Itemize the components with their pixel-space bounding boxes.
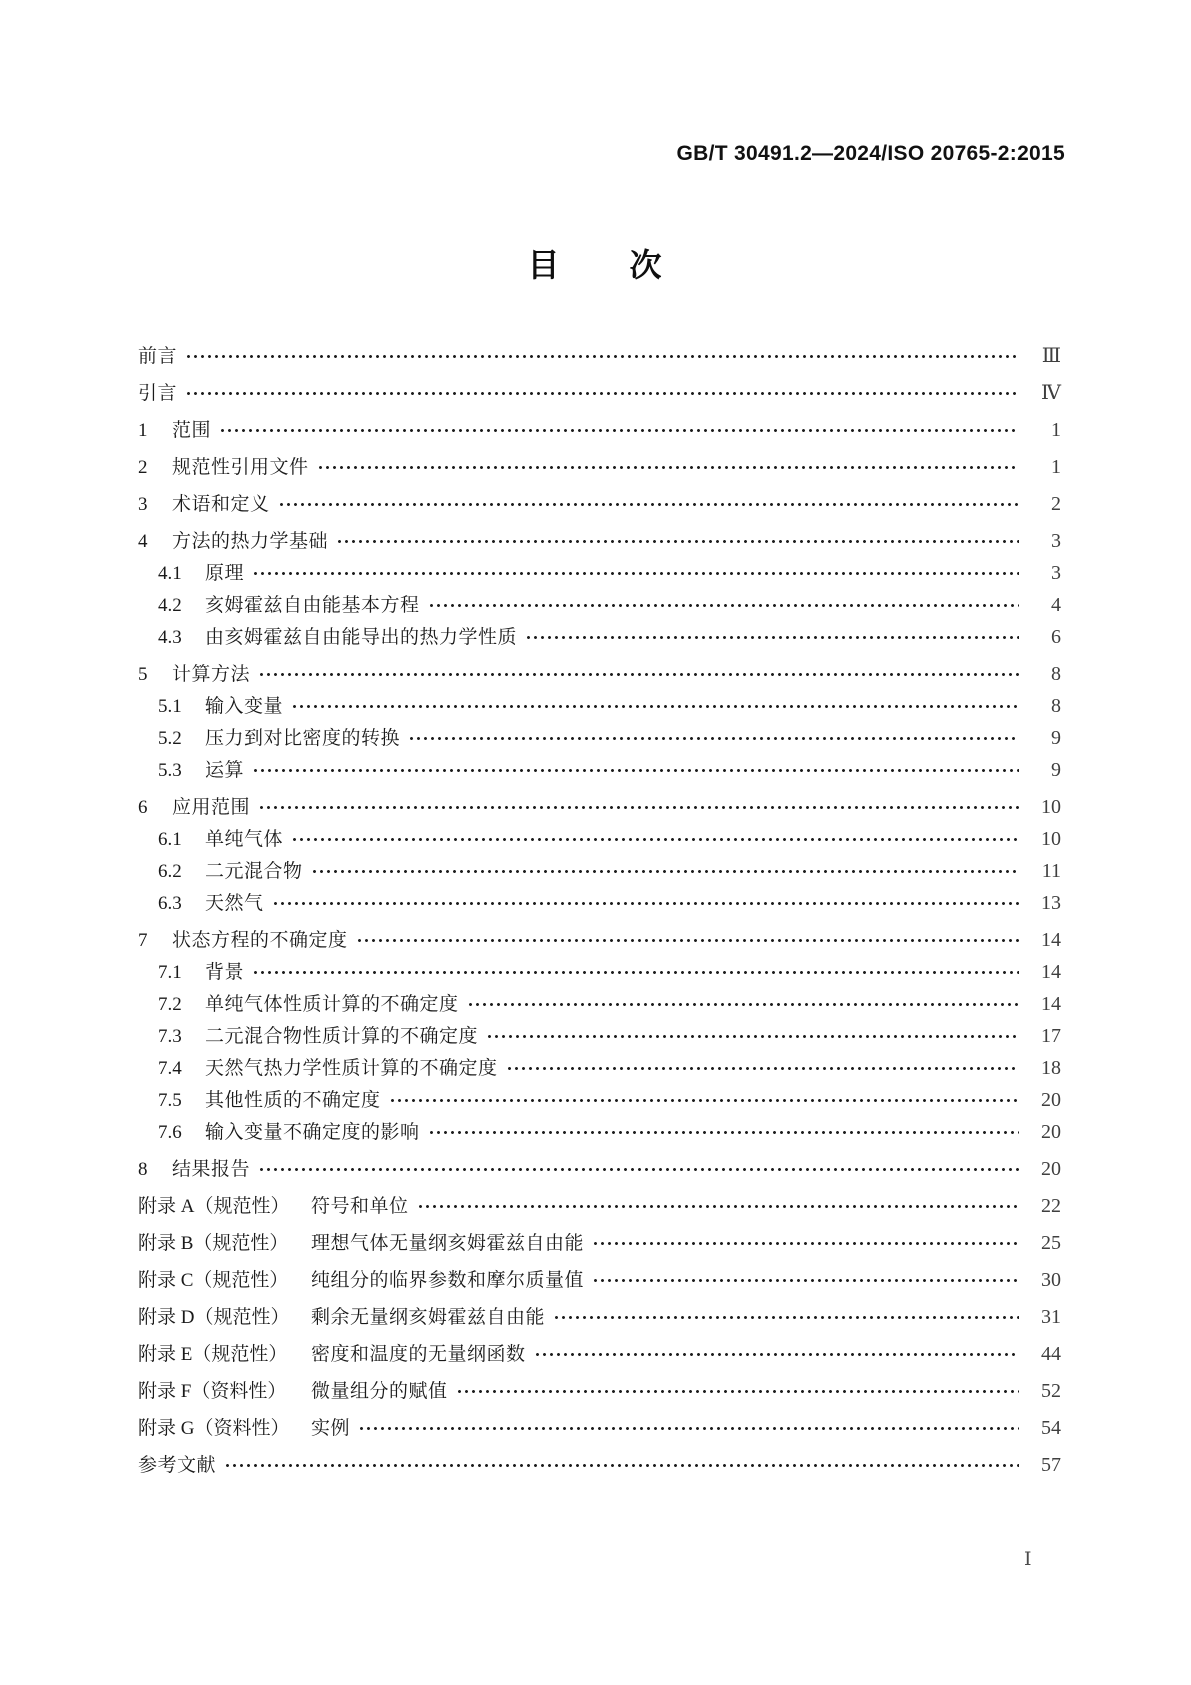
dot-leader xyxy=(467,994,1019,1015)
dot-leader xyxy=(417,1196,1019,1217)
toc-entry xyxy=(138,1270,1061,1291)
toc-entry-number: 5.3 xyxy=(158,760,182,781)
toc-entry xyxy=(138,1455,1061,1476)
toc-entry-page: 44 xyxy=(1041,1343,1061,1365)
toc-entry-page: 10 xyxy=(1041,828,1061,850)
toc-entry-page: 14 xyxy=(1041,993,1061,1015)
toc-entry-title: 天然气 xyxy=(205,893,264,914)
dot-leader xyxy=(592,1270,1019,1291)
toc-entry-number: 附录 C（规范性） xyxy=(138,1270,289,1291)
toc-entry xyxy=(138,893,1061,914)
toc-entry-page: 9 xyxy=(1051,759,1061,781)
toc-entry-title: 纯组分的临界参数和摩尔质量值 xyxy=(311,1270,585,1291)
toc-entry-title: 由亥姆霍兹自由能导出的热力学性质 xyxy=(205,627,518,648)
toc-entry-number: 5 xyxy=(138,664,148,685)
toc-entry-page: 22 xyxy=(1041,1195,1061,1217)
toc-entry-number: 8 xyxy=(138,1159,148,1180)
dot-leader xyxy=(389,1090,1019,1111)
toc-entry-page: 20 xyxy=(1041,1158,1061,1180)
toc-entry-number: 7.2 xyxy=(158,994,182,1015)
toc-entry-number: 4 xyxy=(138,531,148,552)
toc-entry xyxy=(138,1307,1061,1328)
toc-entry-page: 31 xyxy=(1041,1306,1061,1328)
toc-entry-number: 6.2 xyxy=(158,861,182,882)
toc-entry-title: 规范性引用文件 xyxy=(172,457,309,478)
toc-entry-page: 10 xyxy=(1041,796,1061,818)
dot-leader xyxy=(185,346,1019,367)
toc-entry xyxy=(138,1090,1061,1111)
toc-entry-title: 应用范围 xyxy=(172,797,251,818)
toc-entry-title: 实例 xyxy=(311,1418,351,1439)
toc-entry xyxy=(138,994,1061,1015)
toc-entry-title: 微量组分的赋值 xyxy=(311,1381,448,1402)
toc-entry-number: 附录 A（规范性） xyxy=(138,1196,290,1217)
toc-entry xyxy=(138,1058,1061,1079)
toc-entry-title: 前言 xyxy=(138,346,178,367)
toc-entry-title: 参考文献 xyxy=(138,1455,217,1476)
dot-leader xyxy=(356,930,1019,951)
toc-entry-number: 2 xyxy=(138,457,148,478)
dot-leader xyxy=(486,1026,1019,1047)
toc-entry-number: 6 xyxy=(138,797,148,818)
toc-entry-page: 8 xyxy=(1051,663,1061,685)
toc-entry-number: 4.2 xyxy=(158,595,182,616)
toc-entry-number: 5.2 xyxy=(158,728,182,749)
dot-leader xyxy=(336,531,1019,552)
toc-entry-number: 附录 G（资料性） xyxy=(138,1418,290,1439)
toc-entry-title: 压力到对比密度的转换 xyxy=(205,728,401,749)
dot-leader xyxy=(553,1307,1019,1328)
toc-entry-number: 3 xyxy=(138,494,148,515)
dot-leader xyxy=(258,1159,1019,1180)
toc-entry xyxy=(138,1026,1061,1047)
toc-entry-page: 52 xyxy=(1041,1380,1061,1402)
toc-entry-number: 4.1 xyxy=(158,563,182,584)
toc-entry-page: 11 xyxy=(1041,860,1061,882)
toc-entry xyxy=(138,664,1061,685)
toc-entry-page: 14 xyxy=(1041,961,1061,983)
toc-entry-title: 引言 xyxy=(138,383,178,404)
toc-entry xyxy=(138,595,1061,616)
toc-entry-page: 9 xyxy=(1051,727,1061,749)
toc-entry-number: 附录 F（资料性） xyxy=(138,1381,287,1402)
toc-entry-title: 输入变量不确定度的影响 xyxy=(205,1122,420,1143)
dot-leader xyxy=(224,1455,1019,1476)
dot-leader xyxy=(272,893,1019,914)
toc-entry-number: 7.5 xyxy=(158,1090,182,1111)
toc-entry-page: 4 xyxy=(1051,594,1061,616)
toc-entry-number: 5.1 xyxy=(158,696,182,717)
toc-entry xyxy=(138,696,1061,717)
toc-entry-page: 8 xyxy=(1051,695,1061,717)
dot-leader xyxy=(311,861,1019,882)
dot-leader xyxy=(525,627,1019,648)
toc-entry xyxy=(138,457,1061,478)
toc-entry xyxy=(138,1159,1061,1180)
toc-entry-page: 20 xyxy=(1041,1089,1061,1111)
toc-entry-page: 30 xyxy=(1041,1269,1061,1291)
dot-leader xyxy=(428,1122,1019,1143)
toc-entry-number: 附录 B（规范性） xyxy=(138,1233,289,1254)
toc-entry-title: 计算方法 xyxy=(172,664,251,685)
toc-entry-page: 6 xyxy=(1051,626,1061,648)
toc-entry-page: 20 xyxy=(1041,1121,1061,1143)
toc-entry xyxy=(138,383,1061,404)
dot-leader xyxy=(258,797,1019,818)
toc-entry xyxy=(138,627,1061,648)
toc-entry-number: 7.4 xyxy=(158,1058,182,1079)
toc-entry xyxy=(138,930,1061,951)
toc-entry-number: 4.3 xyxy=(158,627,182,648)
dot-leader xyxy=(534,1344,1019,1365)
toc-entry-page: 3 xyxy=(1051,530,1061,552)
toc-entry-title: 天然气热力学性质计算的不确定度 xyxy=(205,1058,498,1079)
dot-leader xyxy=(219,420,1019,441)
toc-entry-number: 6.3 xyxy=(158,893,182,914)
toc-entry xyxy=(138,1381,1061,1402)
toc-entry xyxy=(138,563,1061,584)
toc-entry-title: 单纯气体性质计算的不确定度 xyxy=(205,994,459,1015)
toc-entry xyxy=(138,760,1061,781)
toc-entry xyxy=(138,829,1061,850)
toc-entry-page: Ⅲ xyxy=(1041,345,1061,367)
toc-entry-page: 57 xyxy=(1041,1454,1061,1476)
toc-entry-title: 运算 xyxy=(205,760,245,781)
toc-entry-number: 7 xyxy=(138,930,148,951)
dot-leader xyxy=(252,760,1019,781)
toc-list xyxy=(138,346,1061,1476)
toc-entry-page: 1 xyxy=(1051,456,1061,478)
toc-entry-page: 14 xyxy=(1041,929,1061,951)
toc-entry-title: 二元混合物 xyxy=(205,861,303,882)
dot-leader xyxy=(358,1418,1019,1439)
toc-entry-title: 符号和单位 xyxy=(311,1196,409,1217)
dot-leader xyxy=(278,494,1019,515)
dot-leader xyxy=(506,1058,1019,1079)
toc-entry xyxy=(138,420,1061,441)
toc-entry-page: 25 xyxy=(1041,1232,1061,1254)
toc-entry-title: 单纯气体 xyxy=(205,829,284,850)
toc-entry xyxy=(138,1344,1061,1365)
dot-leader xyxy=(317,457,1019,478)
toc-entry xyxy=(138,531,1061,552)
toc-entry xyxy=(138,1196,1061,1217)
toc-entry-page: Ⅳ xyxy=(1041,382,1061,404)
toc-entry xyxy=(138,1418,1061,1439)
toc-entry-page: 18 xyxy=(1041,1057,1061,1079)
toc-entry-number: 7.3 xyxy=(158,1026,182,1047)
dot-leader xyxy=(185,383,1019,404)
toc-entry-title: 状态方程的不确定度 xyxy=(172,930,348,951)
dot-leader xyxy=(592,1233,1019,1254)
toc-entry xyxy=(138,728,1061,749)
toc-entry-number: 附录 D（规范性） xyxy=(138,1307,290,1328)
toc-entry-number: 1 xyxy=(138,420,148,441)
toc-entry-number: 7.1 xyxy=(158,962,182,983)
toc-entry-title: 背景 xyxy=(205,962,245,983)
toc-entry-page: 1 xyxy=(1051,419,1061,441)
toc-entry-page: 3 xyxy=(1051,562,1061,584)
toc-entry-page: 17 xyxy=(1041,1025,1061,1047)
dot-leader xyxy=(408,728,1019,749)
toc-entry-title: 亥姆霍兹自由能基本方程 xyxy=(205,595,420,616)
page-title: 目 次 xyxy=(527,247,664,283)
toc-entry-title: 结果报告 xyxy=(172,1159,251,1180)
toc-entry-title: 原理 xyxy=(205,563,245,584)
toc-entry-title: 输入变量 xyxy=(205,696,284,717)
toc-entry xyxy=(138,1233,1061,1254)
toc-entry xyxy=(138,1122,1061,1143)
toc-entry-title: 密度和温度的无量纲函数 xyxy=(311,1344,526,1365)
toc-entry-number: 7.6 xyxy=(158,1122,182,1143)
toc-entry-title: 二元混合物性质计算的不确定度 xyxy=(205,1026,479,1047)
toc-entry-page: 54 xyxy=(1041,1417,1061,1439)
dot-leader xyxy=(456,1381,1019,1402)
dot-leader xyxy=(291,696,1019,717)
toc-entry-number: 附录 E（规范性） xyxy=(138,1344,288,1365)
toc-entry-title: 术语和定义 xyxy=(172,494,270,515)
dot-leader xyxy=(258,664,1019,685)
toc-entry-title: 范围 xyxy=(172,420,212,441)
dot-leader xyxy=(252,962,1019,983)
toc-entry-title: 其他性质的不确定度 xyxy=(205,1090,381,1111)
toc-entry xyxy=(138,494,1061,515)
toc-entry-page: 13 xyxy=(1041,892,1061,914)
dot-leader xyxy=(291,829,1019,850)
standard-number: GB/T 30491.2—2024/ISO 20765-2:2015 xyxy=(676,142,1065,165)
toc-entry xyxy=(138,861,1061,882)
toc-entry-number: 6.1 xyxy=(158,829,182,850)
page-folio: Ⅰ xyxy=(1024,1549,1032,1570)
toc-entry-title: 方法的热力学基础 xyxy=(172,531,329,552)
toc-entry-title: 理想气体无量纲亥姆霍兹自由能 xyxy=(311,1233,585,1254)
toc-entry-page: 2 xyxy=(1051,493,1061,515)
dot-leader xyxy=(428,595,1019,616)
toc-entry xyxy=(138,797,1061,818)
toc-entry xyxy=(138,962,1061,983)
toc-entry-title: 剩余无量纲亥姆霍兹自由能 xyxy=(311,1307,546,1328)
toc-entry xyxy=(138,346,1061,367)
dot-leader xyxy=(252,563,1019,584)
